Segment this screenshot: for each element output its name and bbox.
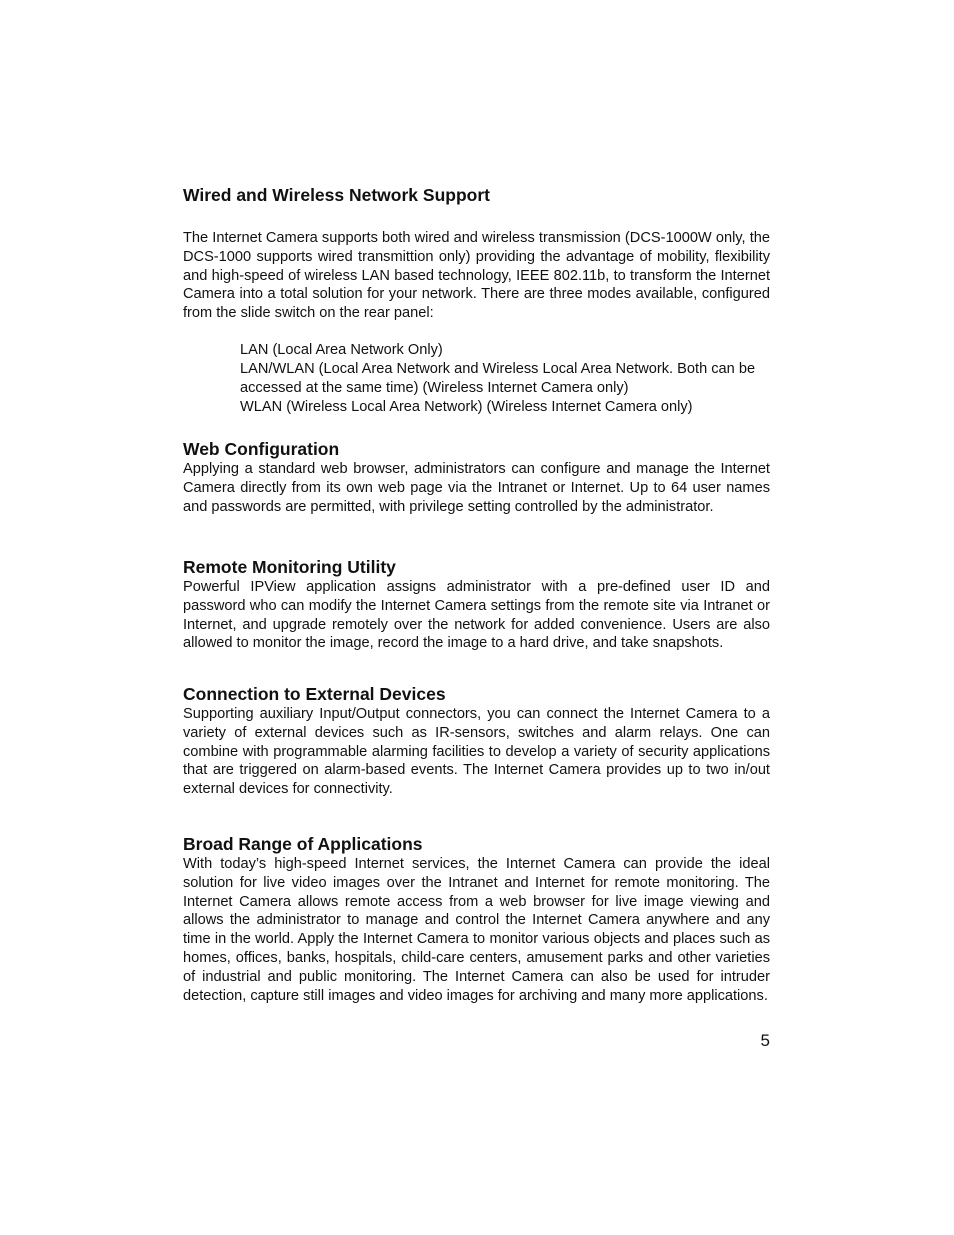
section-heading: Wired and Wireless Network Support xyxy=(183,185,490,205)
section-heading: Connection to External Devices xyxy=(183,684,446,704)
section-wired-wireless-body xyxy=(183,229,770,323)
section-heading: Broad Range of Applications xyxy=(183,834,423,854)
section-web-configuration xyxy=(183,438,770,516)
section-paragraph: The Internet Camera supports both wired and wireless transmission (DCS-1000W only, the DCS-1000 supports wired transmittion only) providing the advantage of mobility, flexibility and high-speed of wireless LAN based technology, IEEE 802.11b, to transform the Internet Camera into a total solution for your network. There are three modes available, configured from the slide switch on the rear panel: xyxy=(183,230,770,322)
section-external-devices xyxy=(183,683,770,799)
section-remote-monitoring xyxy=(183,556,770,653)
section-heading: Web Configuration xyxy=(183,439,340,459)
section-paragraph: Supporting auxiliary Input/Output connectors, you can connect the Internet Camera to a variety of external devices such as IR-sensors, switches and alarm relays. One can combine with programmable alarming facilities to develop a variety of security applications that are triggered on alarm-based events. The Internet Camera provides up to two in/out external devices for connectivity. xyxy=(183,706,770,798)
section-applications xyxy=(183,833,770,1005)
page-number: 5 xyxy=(760,1031,770,1050)
section-paragraph: Applying a standard web browser, administrators can configure and manage the Internet Camera directly from its own web page via the Intranet or Internet. Up to 64 user names and passwords are permitted, with privilege setting controlled by the administrator. xyxy=(183,461,770,515)
section-heading: Remote Monitoring Utility xyxy=(183,557,396,577)
section-paragraph: Powerful IPView application assigns administrator with a pre-defined user ID and password who can modify the Internet Camera settings from the remote site via Intranet or Internet, and upgrade remotely over the network for added convenience. Users are also allowed to monitor the image, record the image to a hard drive, and take snapshots. xyxy=(183,579,770,652)
network-modes-list xyxy=(240,341,770,417)
list-item: LAN (Local Area Network Only) xyxy=(240,342,443,358)
section-paragraph: With today’s high-speed Internet services, the Internet Camera can provide the ideal solution for live video images over the Intranet and Internet for remote monitoring. The Internet Camera allows remote access from a web browser for live image viewing and allows the administrator to manage and control the Internet Camera anywhere and any time in the world. Apply the Internet Camera to monitor various objects and places such as homes, offices, banks, hospitals, child-care centers, amusement parks and other varieties of industrial and public monitoring. The Internet Camera can also be used for intruder detection, capture still images and video images for archiving and many more applications. xyxy=(183,856,770,1004)
list-item: LAN/WLAN (Local Area Network and Wireless Local Area Network. Both can be accessed at the same time) (Wireless Internet Camera only) xyxy=(240,361,756,396)
list-item: WLAN (Wireless Local Area Network) (Wireless Internet Camera only) xyxy=(240,399,693,415)
section-wired-wireless xyxy=(183,184,770,206)
